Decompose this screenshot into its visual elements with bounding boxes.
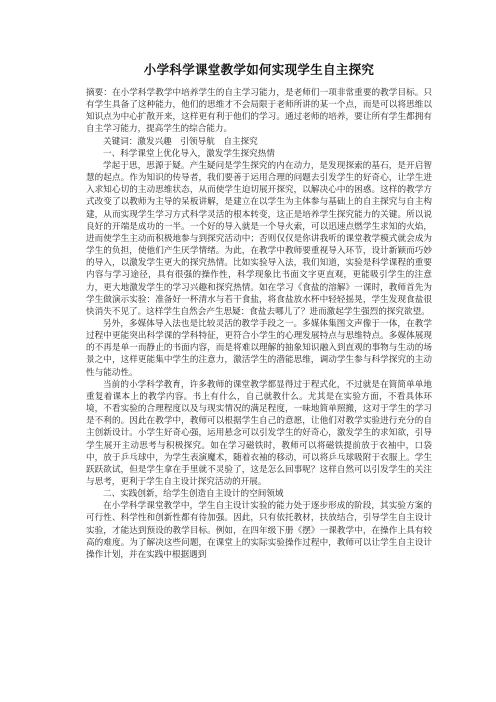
document-title: 小学科学课堂教学如何实现学生自主探究 <box>143 62 375 77</box>
body-paragraph: 当前的小学科学教育，许多教师的课堂教学都显得过于程式化，不过就是在简简单单地重复着课本上的教学内容。书上有什么，自己就教什么。尤其是在实验方面，不看具体环境，不看实验的合理程度以及与现实情况的满足程度，一味地简单照搬，这对于学生的学习是不利的。因此在教学中，教师可以根据学生自己的意愿，让他们对教学实验进行充分的自主创新设计。小学生好奇心强，运用悬念可以引发学生的好奇心，激发学生的求知欲，引导学生展开主动思考与积极探究。如在学习磁铁时，教师可以将磁铁提前放于衣袖中，口袋中，放于乒乓球中，为学生表演魔术，随着衣袖的移动，可以将乒乓球吸附于衣服上。学生跃跃欲试，但是学生拿在手里就不灵验了，这是怎么回事呢？这样自然可以引发学生的关注与思考，更利于学生自主设计探究活动的开展。 <box>86 379 432 487</box>
section-heading-2: 二、实践创新，给学生创造自主设计的空间领域 <box>103 489 284 500</box>
keywords-line <box>86 136 432 148</box>
body-paragraph: 在小学科学课堂教学中，学生自主设计实验的能力处于逐步形成的阶段，其实验方案的可行性、科学性和创新性都有待加强。因此，只有依托教材，扶放结合，引导学生自主设计实验，才能达到预设的教学目标。例如，在四年级下册《摆》一课教学中，在操作上具有较高的难度。为了解决这些问题，在课堂上的实际实验操作过程中，教师可以让学生自主设计操作计划，并在实践中根据遇到 <box>86 501 432 560</box>
body-paragraph: 学起于思，思源于疑。产生疑问是学生探究的内在动力，是发现探索的基石，是开启智慧的起点。作为知识的传导者，我们要善于运用合理的问题去引发学生的好奇心，让学生进入求知心切的主动思维状态，从而使学生迫切展开探究，以解决心中的困惑。这样的教学方式改变了以教师为主导的呆板讲解，是建立在以学生为主体参与基础上的自主探究与自主构建，从而实现学生学习方式科学灵活的根本转变，这正是培养学生探究能力的关键。所以说良好的开端是成功的一半。一个好的导入就是一个导火索，可以迅速点燃学生求知的火焰，进而使学生主动而积极地参与到探究活动中；否则仅仅是你讲我听的课堂教学模式就会成为学生的负担，使他们产生厌学情绪。为此，在教学中教师要重视导入环节，设计新颖而巧妙的导入，以激发学生更大的探究热情。比如实验导入法，我们知道，实验是科学课程的重要内容与学习途径，具有很强的操作性，科学现象比书面文字更直观，更能吸引学生的注意力，更大地激发学生的学习兴趣和探究热情。如在学习《食盐的溶解》一课时，教师首先为学生做演示实验：准备好一杯清水与若干食盐，将食盐放水杯中轻轻摇晃，学生发现食盐很快消失不见了。这样学生自然会产生思疑：食盐去哪儿了？进而激起学生强烈的探究欲望。 <box>86 160 432 317</box>
keywords-text: 激发兴趣 引领导航 自主探究 <box>137 136 258 147</box>
keywords-label: 关键词： <box>103 136 138 147</box>
section-heading-1: 一、科学课堂上优化导入，激发学生探究热情 <box>103 148 275 159</box>
body-paragraph: 另外，多媒体导入法也是比较灵活的教学手段之一。多媒体集图文声像于一体，在教学过程中更能突出科学课的学科特征，更符合小学生的心理发展特点与思维特点。多媒体展现的不再是单一而静止的书面内容，而是将难以理解的抽象知识融入到直观的事物与生动的场景之中，这样更能集中学生的注意力，激活学生的潜能思维，调动学生参与科学探究的主动性与能动性。 <box>86 318 432 378</box>
abstract-paragraph: 摘要：在小学科学教学中培养学生的自主学习能力，是老师们一项非常重要的教学目标。只有学生具备了这种能力，他们的思维才不会局限于老师所讲的某一个点，而是可以将思维以知识点为中心扩散开来，这样更有利于他们的学习。通过老师的培养，要让所有学生都拥有自主学习能力，提高学生的综合能力。 <box>86 88 432 135</box>
